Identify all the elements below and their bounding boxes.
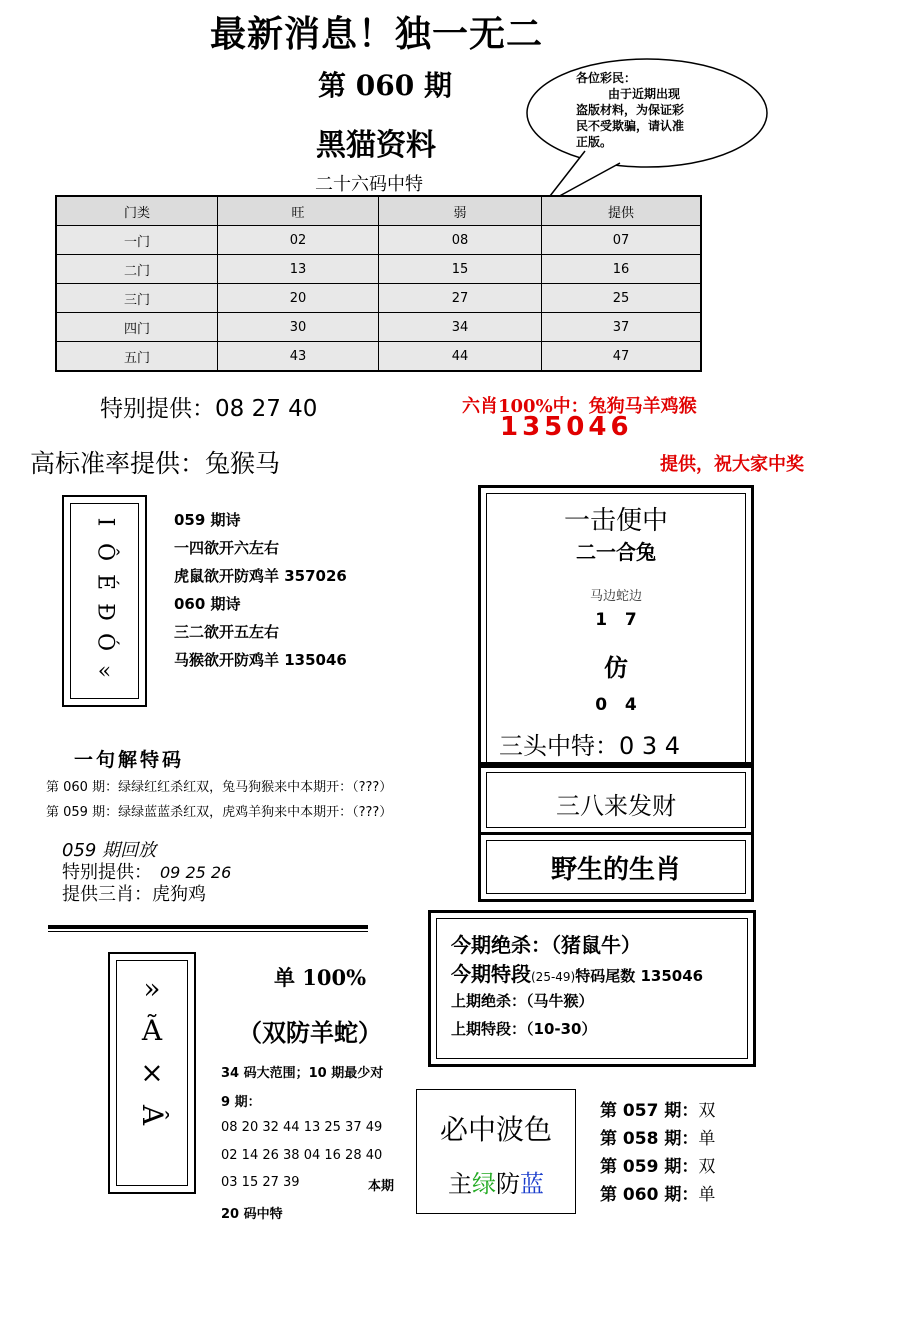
wild-text: 野生的生肖 xyxy=(550,855,681,885)
table-row xyxy=(56,313,701,342)
special-value: 08 27 40 xyxy=(215,396,318,422)
one-hit-nums2: 0 4 xyxy=(595,695,637,715)
glyph-raquo-icon: » xyxy=(143,972,161,1005)
glyph-a-circ-icon: Â xyxy=(136,1104,169,1126)
glyph-oo-icon: Ó xyxy=(92,632,118,652)
dan-line: 08 20 32 44 13 25 37 49 xyxy=(221,1120,383,1135)
replay-line: 059 期回放 xyxy=(62,840,157,861)
sanba-text: 三八来发财 xyxy=(556,792,676,820)
one-hit-hint: 马边蛇边 xyxy=(589,589,642,604)
six-zodiac-line: 六肖100%中：兔狗马羊鸡猴 xyxy=(462,396,697,417)
poem-line: 060 期诗 xyxy=(174,595,241,613)
dan-line: 02 14 26 38 04 16 28 40 xyxy=(221,1148,383,1163)
table-cell: 16 xyxy=(542,255,702,284)
table-cell: 43 xyxy=(218,342,379,372)
table-cell: 13 xyxy=(218,255,379,284)
glyph-o-icon: Ô xyxy=(92,542,118,562)
poem-line: 一四欲开六左右 xyxy=(174,539,280,557)
glyph-a-tilde-icon: Ã xyxy=(141,1014,163,1047)
glyph-d-icon: Ð xyxy=(92,603,118,621)
divider xyxy=(48,925,368,929)
one-hit-title: 一击便中 xyxy=(563,506,668,536)
dan-line: 03 15 27 39 xyxy=(221,1175,300,1190)
table-row xyxy=(56,226,701,255)
table-cell: 44 xyxy=(379,342,542,372)
table-cell: 二门 xyxy=(56,255,218,284)
table-cell: 五门 xyxy=(56,342,218,372)
bubble-text: 各位彩民： 由于近期出现 盗版材料，为保证彩 民不受欺骗，请认准 正版。 xyxy=(576,71,685,149)
special-provide xyxy=(100,390,317,423)
bottom-glyph-box xyxy=(108,952,196,1194)
replay-block xyxy=(62,840,231,906)
door-table xyxy=(55,195,702,372)
table-cell: 25 xyxy=(542,284,702,313)
glyph-times-icon: × xyxy=(140,1056,164,1089)
poem-line: 三二欲开五左右 xyxy=(174,623,280,641)
glyph-i-icon: I xyxy=(92,517,118,527)
wild-box xyxy=(478,832,754,902)
divider-thin xyxy=(48,931,368,932)
kill-line: 上期特段：（10-30） xyxy=(451,1020,597,1038)
poem-line: 059 期诗 xyxy=(174,511,241,529)
special-label: 特别提供： xyxy=(100,396,215,422)
history-item: 第 060 期：单 xyxy=(600,1185,716,1205)
table-cell: 20 xyxy=(218,284,379,313)
dan-line: 9 期： xyxy=(221,1095,261,1110)
table-header-cell: 提供 xyxy=(542,196,702,226)
poem-line: 虎鼠欲开防鸡羊 357026 xyxy=(174,567,347,585)
table-header-cell: 门类 xyxy=(56,196,218,226)
table-cell: 07 xyxy=(542,226,702,255)
table-cell: 47 xyxy=(542,342,702,372)
history-item: 第 059 期：双 xyxy=(600,1157,716,1177)
dan-line: 本期 xyxy=(368,1179,395,1194)
table-cell: 30 xyxy=(218,313,379,342)
kill-line: 今期特段(25-49)特码尾数 135046 xyxy=(451,962,704,986)
wave-box xyxy=(416,1089,576,1214)
six-zodiac-numbers: 135046 xyxy=(500,412,633,442)
table-cell: 27 xyxy=(379,284,542,313)
one-hit-nums1: 1 7 xyxy=(595,610,637,630)
wave-blue: 蓝 xyxy=(520,1170,544,1198)
one-hit-fang: 仿 xyxy=(604,653,628,682)
history-item: 第 058 期：单 xyxy=(600,1129,716,1149)
table-row xyxy=(56,284,701,313)
dan-title: 单 100% xyxy=(274,965,367,990)
wave-colors: 主绿防蓝 xyxy=(448,1170,544,1198)
one-hit-box xyxy=(478,485,754,765)
kill-line: 上期绝杀：（马牛猴） xyxy=(451,992,594,1010)
page-title: 最新消息！独一无二 xyxy=(210,13,544,55)
table-cell: 15 xyxy=(379,255,542,284)
one-sentence-line: 第 060 期：绿绿红红杀红双，兔马狗猴来中本期开：（???） xyxy=(46,780,393,795)
high-label: 高标准率提供： xyxy=(30,449,206,478)
replay-line: 特别提供： 09 25 26 xyxy=(62,862,232,883)
table-cell: 一门 xyxy=(56,226,218,255)
table-cell: 37 xyxy=(542,313,702,342)
table-row xyxy=(56,255,701,284)
table-cell: 34 xyxy=(379,313,542,342)
doc-name: 黑猫资料 xyxy=(316,128,436,163)
glyph-quote-icon: « xyxy=(97,659,112,684)
wave-green: 绿 xyxy=(472,1170,496,1198)
dan-sub: （双防羊蛇） xyxy=(238,1018,382,1047)
history-item: 第 057 期：双 xyxy=(600,1101,716,1121)
table-header-cell: 弱 xyxy=(379,196,542,226)
table-cell: 四门 xyxy=(56,313,218,342)
table-cell: 三门 xyxy=(56,284,218,313)
table-cell: 08 xyxy=(379,226,542,255)
one-sentence-line: 第 059 期：绿绿蓝蓝杀红双，虎鸡羊狗来中本期开：（???） xyxy=(46,805,393,820)
sanba-box xyxy=(478,765,754,835)
table-row xyxy=(56,342,701,372)
one-hit-sub: 二一合兔 xyxy=(576,540,656,564)
table-header-cell: 旺 xyxy=(218,196,379,226)
high-value: 兔猴马 xyxy=(205,449,281,478)
good-luck-line: 提供，祝大家中奖 xyxy=(660,454,804,475)
replay-line: 提供三肖：虎狗鸡 xyxy=(62,884,206,905)
table-header-row xyxy=(56,196,701,226)
three-head: 三头中特：0 3 4 xyxy=(499,732,681,760)
kill-box xyxy=(428,910,756,1067)
dan-line: 20 码中特 xyxy=(221,1207,283,1222)
high-accuracy xyxy=(30,444,280,480)
poem-line: 马猴欲开防鸡羊 135046 xyxy=(174,651,347,669)
glyph-e-icon: É xyxy=(92,573,118,591)
wave-title: 必中波色 xyxy=(439,1113,552,1146)
dan-line: 34 码大范围；10 期最少对 xyxy=(221,1066,384,1081)
poem-glyph-box xyxy=(62,495,147,707)
kill-line: 今期绝杀：（猪鼠牛） xyxy=(451,933,641,957)
subtitle: 二十六码中特 xyxy=(315,174,423,195)
history-list xyxy=(600,1097,715,1209)
one-sentence-title: 一句解特码 xyxy=(74,749,185,771)
table-cell: 02 xyxy=(218,226,379,255)
issue-number: 第 060 期 xyxy=(318,69,452,102)
poem-block xyxy=(174,506,347,674)
